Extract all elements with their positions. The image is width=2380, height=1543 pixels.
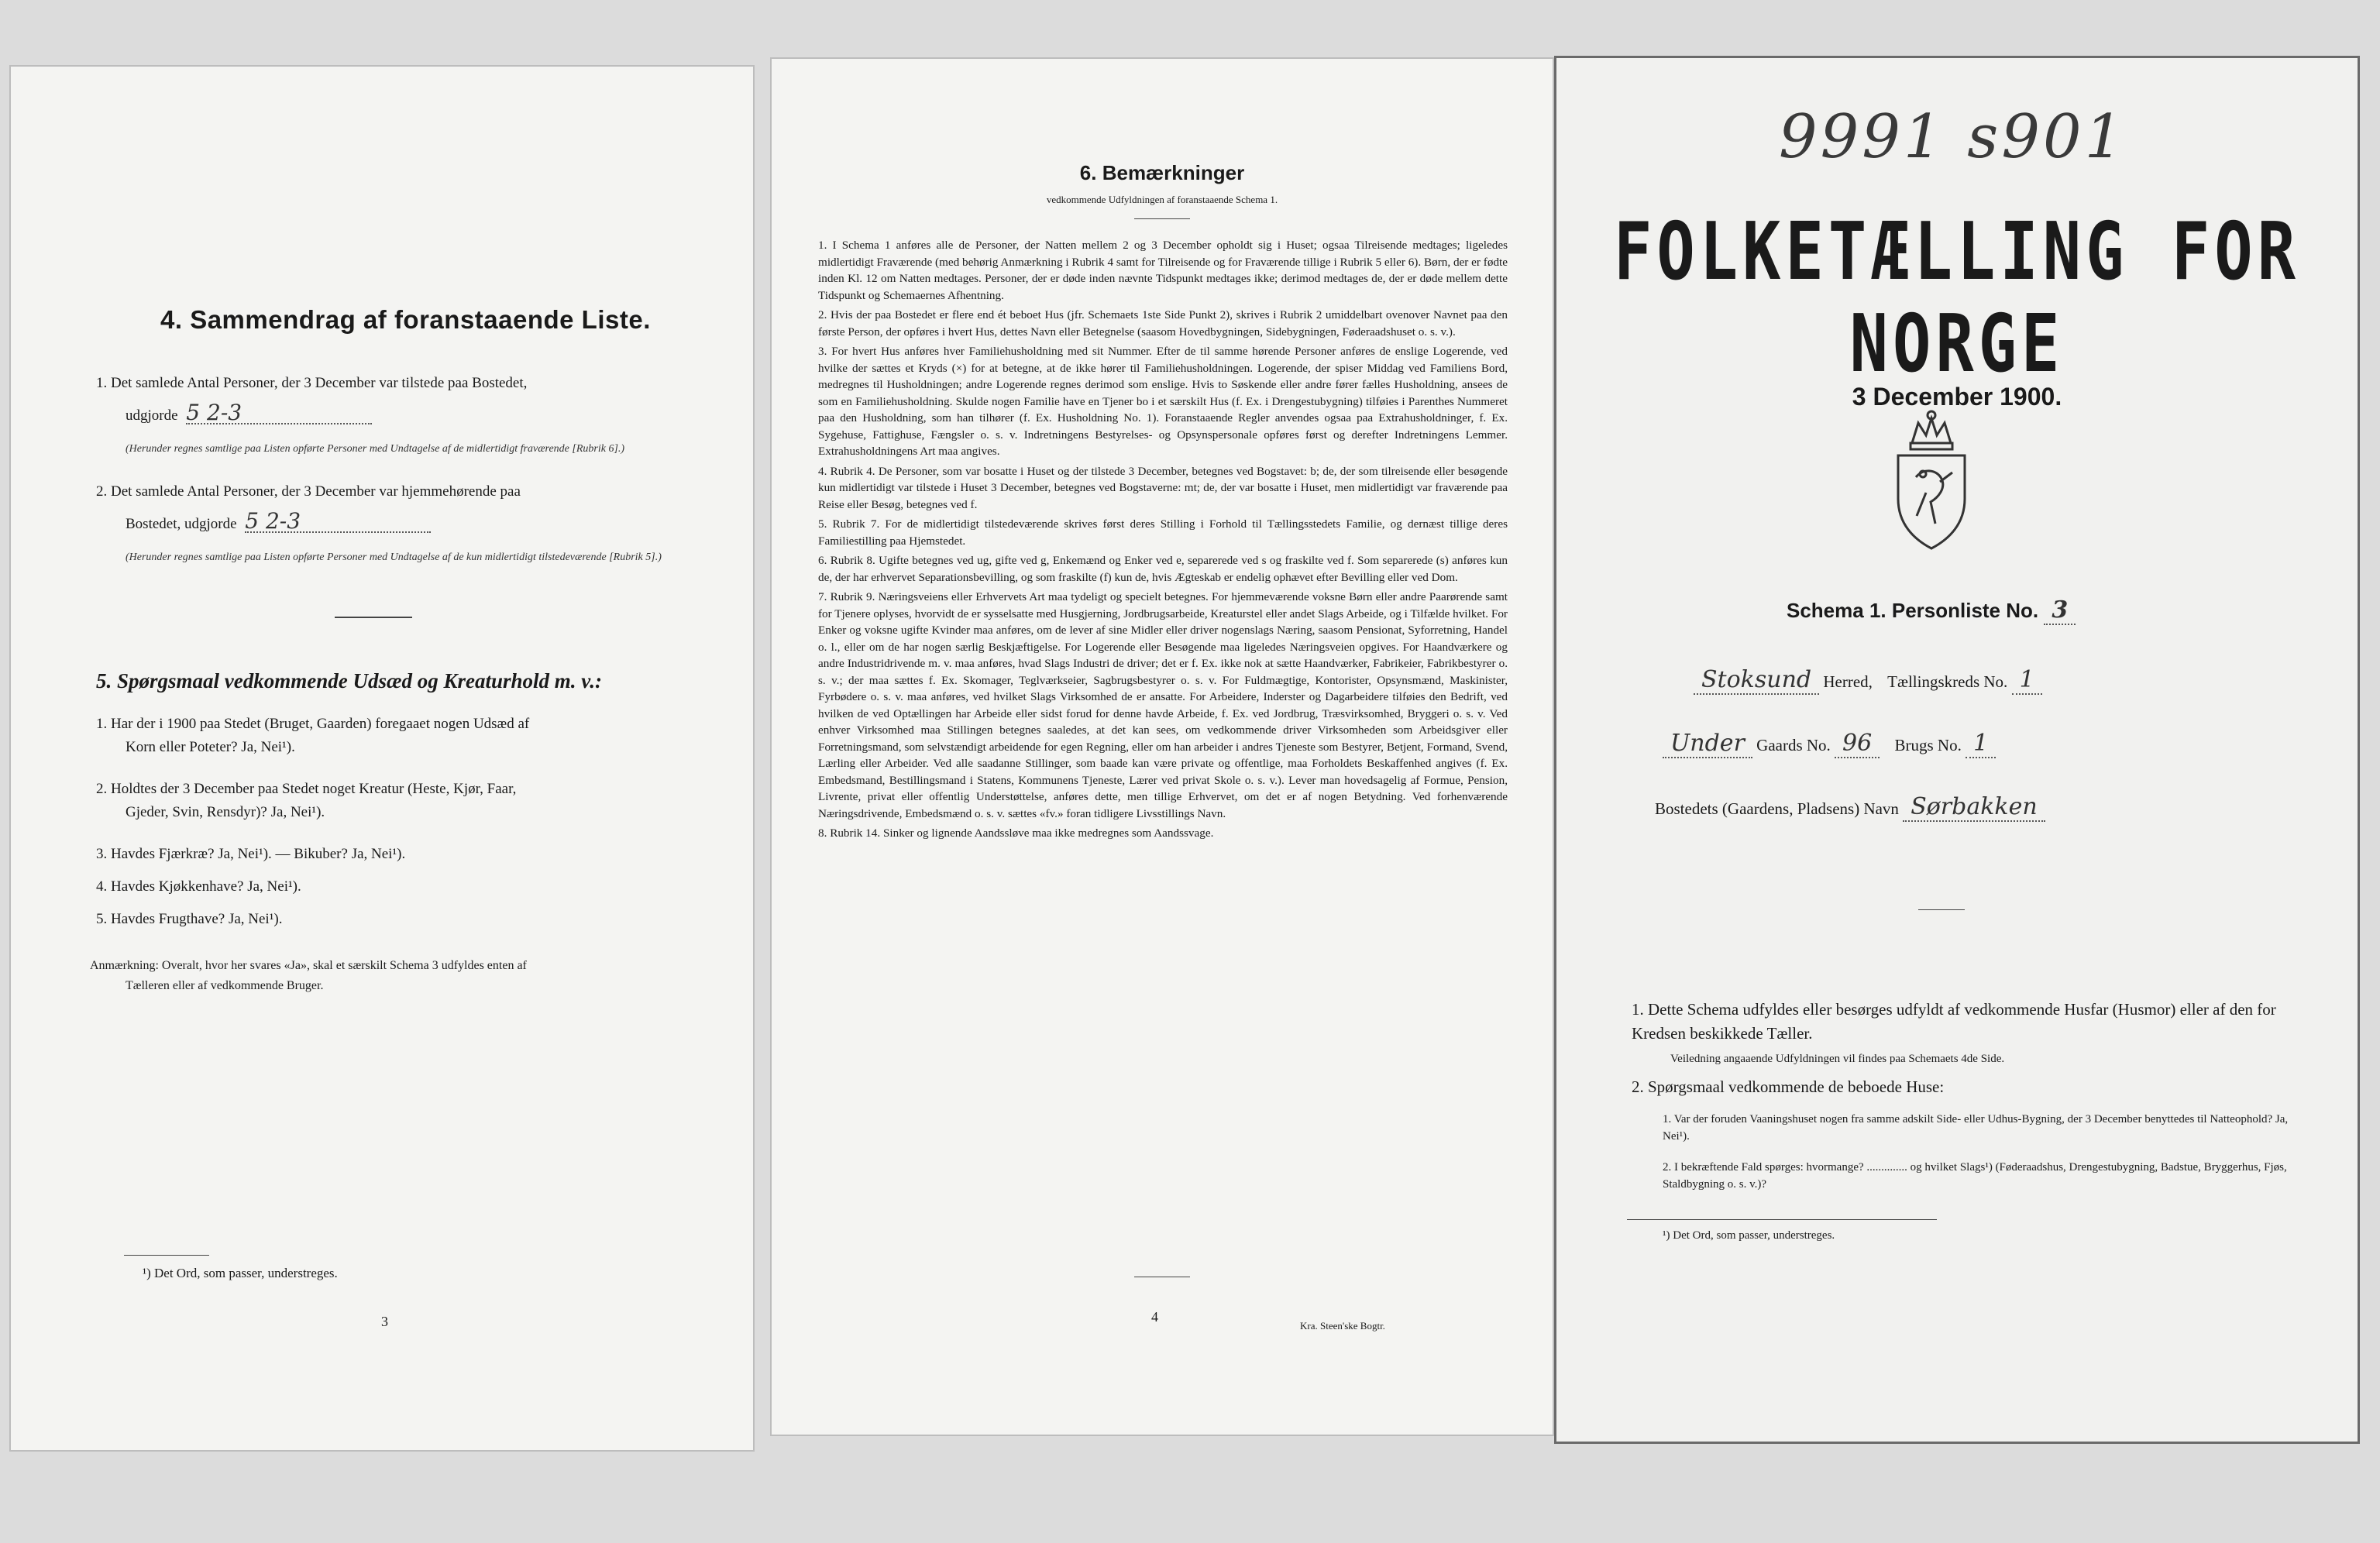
remark-item: 5. Rubrik 7. For de midlertidigt tilstedeværende skrives først deres Stilling i Forhold til Tællingsstedets Familie, og dernæst tillige deres Familiestilling paa Hjemstedet. <box>818 517 1508 548</box>
remarks-title: 6. Bemærkninger <box>1079 161 1245 184</box>
summary-item-1-note: (Herunder regnes samtlige paa Listen opførte Personer med Undtagelse af de midlertidigt fraværende [Rubrik 6].) <box>126 443 625 455</box>
cover-date: 3 December 1900. <box>1852 383 2062 411</box>
bosted-label: Bostedets (Gaardens, Pladsens) Navn <box>1655 799 1899 818</box>
kreds-handwriting: 1 <box>2012 666 2042 695</box>
page-4 <box>770 57 1554 1436</box>
brugs-handwriting: 1 <box>1966 730 1996 758</box>
divider <box>1134 218 1190 219</box>
remark-item: 2. Hvis der paa Bostedet er flere end ét beboet Hus (jfr. Schemaets 1ste Side Punkt 2), skrives i Rubrik 2 umiddelbart ovenover Navnet paa den første Person, der opføres i hvert Hus, dettes Navn eller Betegnelse (saasom Hovedbygningen, Sidebygningen, Føderaadshuset o. s. v.). <box>818 308 1508 338</box>
schema-label: Schema 1. Personliste No. <box>1787 599 2039 622</box>
footnote: ¹) Det Ord, som passer, understreges. <box>143 1266 338 1280</box>
summary-item-2: 2. Det samlede Antal Personer, der 3 December var hjemmehørende paa <box>96 483 521 500</box>
instruction-2-item-2: 2. I bekræftende Fald spørges: hvormange? .............. og hvilket Slags¹) (Føderaadshus, Drengestubygning, Badstue, Bryggerhus, Fjøs, Staldbygning o. s. v.)? <box>1663 1161 2287 1191</box>
herred-line <box>1694 666 2042 693</box>
question-5: 5. Havdes Frugthave? Ja, Nei¹). <box>96 911 283 927</box>
question-3: 3. Havdes Fjærkræ? Ja, Nei¹). — Bikuber? Ja, Nei¹). <box>96 846 406 862</box>
remark-item: 1. I Schema 1 anføres alle de Personer, der Natten mellem 2 og 3 December opholdt sig i Huset; ogsaa Tilreisende medtages; ligeledes midlertidigt Fraværende (med behørig Anmærkning i Rubrik 4 samt for Tilreisende og for Fraværende tillige i Rubrik 5 eller 6). Børn, der er fødte inden Kl. 12 om Natten medtages. Personer, der er døde inden nævnte Tidspunkt medtages ikke; derimod medtages de, der er døde mellem dette Tidspunkt og Schemaernes Afhentning. <box>818 239 1508 302</box>
summary-item-2-prefix: Bostedet, udgjorde <box>126 516 237 532</box>
gaards-handwriting: 96 <box>1835 730 1880 758</box>
summary-item-2-answer <box>126 508 431 534</box>
kreds-label: Tællingskreds No. <box>1887 672 2008 691</box>
herred-handwriting: Stoksund <box>1694 666 1819 695</box>
herred-label: Herred, <box>1823 672 1873 691</box>
remark-item: 8. Rubrik 14. Sinker og lignende Aandssløve maa ikke medregnes som Aandssvage. <box>818 826 1214 840</box>
bosted-handwriting: Sørbakken <box>1903 793 2045 822</box>
remark-item: 6. Rubrik 8. Ugifte betegnes ved ug, gifte ved g, Enkemænd og Enker ved e, separerede ved s og fraskilte ved f. Som separerede (s) anføres kun de, der har erhvervet Separationsbevilling, og som fraskilte (f) kun de, hvis Ægteskab er endelig ophævet efter Bevilling eller ved Dom. <box>818 554 1508 584</box>
question-1-line-2: Korn eller Poteter? Ja, Nei¹). <box>126 739 295 755</box>
remarks-list <box>818 237 1508 845</box>
cover-title: FOLKETÆLLING FOR NORGE <box>1614 206 2300 390</box>
remark-item: 3. For hvert Hus anføres hver Familiehusholdning med sit Nummer. Efter de til samme hørende Personer anføres de enslige Logerende, ved hvilke der sættes et Kryds (×) for at betegne, at de ikke hører til Familiehusholdningen. Logerende, der spiser Middag ved Familiens Bord, medregnes til Husholdningen; andre Logerende regnes derimod som enslige. Hvis to Søskende eller andre fører fælles Husholdning, ansees de som en Familiehusholdning. Skulde nogen Familie have en Tjener bo i et særskilt Hus (f. Ex. i Drengestubygning) tilføies i Parenthes Nummeret paa den Husholdning, som han tilhører (f. Ex. Husholdning No. 1). Foranstaaende Regler anvendes ogsaa paa Extrahusholdninger, f. Ex. Sygehuse, Fattighuse, Fængsler o. s. v. Indretningens Bestyrelses- og Opsynspersonale opføres først og derefter Indretningens Lemmer. Extrahusholdningens Art maa angives. <box>818 345 1508 458</box>
page-number: 4 <box>1151 1309 1158 1325</box>
divider <box>335 617 412 618</box>
question-2-line-2: Gjeder, Svin, Rensdyr)? Ja, Nei¹). <box>126 804 325 820</box>
instruction-2-item-1: 1. Var der foruden Vaaningshuset nogen fra samme adskilt Side- eller Udhus-Bygning, der 3 December benyttedes til Natteophold? Ja, Nei¹). <box>1663 1113 2289 1143</box>
section-4-title: 4. Sammendrag af foranstaaende Liste. <box>160 305 651 334</box>
remark-line-2: Tælleren eller af vedkommende Bruger. <box>126 979 324 992</box>
personliste-number: 3 <box>2044 596 2076 625</box>
remark-item: 7. Rubrik 9. Næringsveiens eller Erhvervets Art maa tydeligt og specielt betegnes. For hjemmeværende voksne Børn eller andre Paarørende samt for Tjenere oplyses, hvorvidt de er sysselsatte med Husgjerning, Jordbrugsarbeide, Kreaturstel eller andet Slags Arbeide, og i Tilfælde hvilket. For Enker og voksne ugifte Kvinder maa anføres, om de lever af sine Midler eller driver nogenslags Næring, saasom Pensionat, Syforretning, Handel o. l., eller om de har nogen særlig Beskjæftigelse. For Logerende eller Besøgende maa ligeledes Næringsveien opgives. For Haandværkere og andre Industridrivende m. v. maa anføres, hvad Slags Industri de driver; det er f. Ex. ikke nok at sætte Haandværker, Fabrikeier, Fabrikbestyrer o. s. v.; der maa sættes f. Ex. Skomager, Teglværkseier, Sagbrugsbestyrer o. s. v. For Fuldmægtige, Kontorister, Opsynsmænd, Maskinister, Fyrbødere o. s. v. maa anføres, ved hvilket Slags Virksomhed de er ansatte. For Arbeidere, Inderster og Dagarbeidere tilføies den Bedrift, ved hvilken de ved Optællingen har Arbeide eller sidst forud for denne havde Arbeide, f. Ex. ved Jordbrug, Træsvirksomhed, Bryggeri o. s. v. Ved enhver Virksomhed maa Stillingen betegnes saaledes, at det kan sees, om vedkommende driver Virksomheden som Arbeidsgiver eller Forretningsmand, som selvstændigt arbeidende for egen Regning, eller om han arbeider i andres Tjeneste som Bestyrer, Betjent, Formand, Svend, Lærling eller Arbeider. Ved alle saadanne Stillinger, som baade kan være private og offentlige, maa Forholdets Beskaffenhed angives (f. Ex. Embedsmand, Bestillingsmand i Statens, Kommunens Tjeneste, Lærer ved privat Skole o. s. v.). Lever man hovedsagelig af Formue, Pension, Livrente, privat eller offentlig Understøttelse, anføres dette, men tillige Erhvervet, om det er af nogen Betydning. Ved forhenværende Næringsdrivende, Embedsmænd o. s. v. sættes «fv.» foran tidligere Livsstillings Navn. <box>818 590 1508 820</box>
cover-page <box>1554 56 2360 1444</box>
schema-line <box>1787 596 2076 624</box>
question-1-line-1: 1. Har der i 1900 paa Stedet (Bruget, Gaarden) foregaaet nogen Udsæd af <box>96 716 530 732</box>
instruction-1-note: Veiledning angaaende Udfyldningen vil findes paa Schemaets 4de Side. <box>1670 1053 2005 1065</box>
divider <box>1918 909 1965 910</box>
coat-of-arms-icon <box>1889 407 1974 558</box>
summary-item-1-prefix: udgjorde <box>126 407 178 424</box>
brugs-label: Brugs No. <box>1894 736 1962 754</box>
summary-item-1-handwriting: 5 2-3 <box>186 403 372 424</box>
printer-mark: Kra. Steen'ske Bogtr. <box>1300 1320 1385 1332</box>
summary-item-1: 1. Det samlede Antal Personer, der 3 December var tilstede paa Bostedet, <box>96 375 528 391</box>
instruction-1: 1. Dette Schema udfyldes eller besørges udfyldt af vedkommende Husfar (Husmor) eller af den for Kredsen beskikkede Tæller. <box>1632 1000 2276 1043</box>
footnote-rule <box>1627 1219 1937 1220</box>
page-number: 3 <box>381 1314 388 1329</box>
remarks-subtitle: vedkommende Udfyldningen af foranstaaende Schema 1. <box>1046 194 1278 205</box>
section-5-title: 5. Spørgsmaal vedkommende Udsæd og Kreaturhold m. v.: <box>96 669 603 692</box>
summary-item-2-note: (Herunder regnes samtlige paa Listen opførte Personer med Undtagelse af de kun midlertidigt tilstedeværende [Rubrik 5].) <box>126 552 662 563</box>
cover-footnote: ¹) Det Ord, som passer, understreges. <box>1663 1229 1835 1242</box>
summary-item-1-answer <box>126 400 372 426</box>
remark-line-1: Anmærkning: Overalt, hvor her svares «Ja», skal et særskilt Schema 3 udfyldes enten af <box>90 959 527 972</box>
summary-item-2-handwriting: 5 2-3 <box>245 511 431 533</box>
under-handwriting: Under <box>1663 730 1752 758</box>
gaards-label: Gaards No. <box>1756 736 1831 754</box>
question-2-line-1: 2. Holdtes der 3 December paa Stedet noget Kreatur (Heste, Kjør, Faar, <box>96 781 517 797</box>
archive-stamp: 9991 s901 <box>1779 102 2127 172</box>
footnote-rule <box>124 1255 209 1256</box>
page-3 <box>9 65 755 1452</box>
remark-item: 4. Rubrik 4. De Personer, som var bosatte i Huset og der tilstede 3 December, betegnes ved Bogstavet: b; de, der som tilreisende eller besøgende kun midlertidigt var tilstede i Huset 3 December, betegnes ved Bogstaverne: mt; de, der var bosatte i Huset, men midlertidigt var fraværende paa Reise eller Besøg, betegnes ved f. <box>818 464 1508 511</box>
gaards-line <box>1663 730 1996 757</box>
instruction-2: 2. Spørgsmaal vedkommende de beboede Huse: <box>1632 1077 1945 1096</box>
bosted-line <box>1655 793 2045 820</box>
question-4: 4. Havdes Kjøkkenhave? Ja, Nei¹). <box>96 878 301 895</box>
